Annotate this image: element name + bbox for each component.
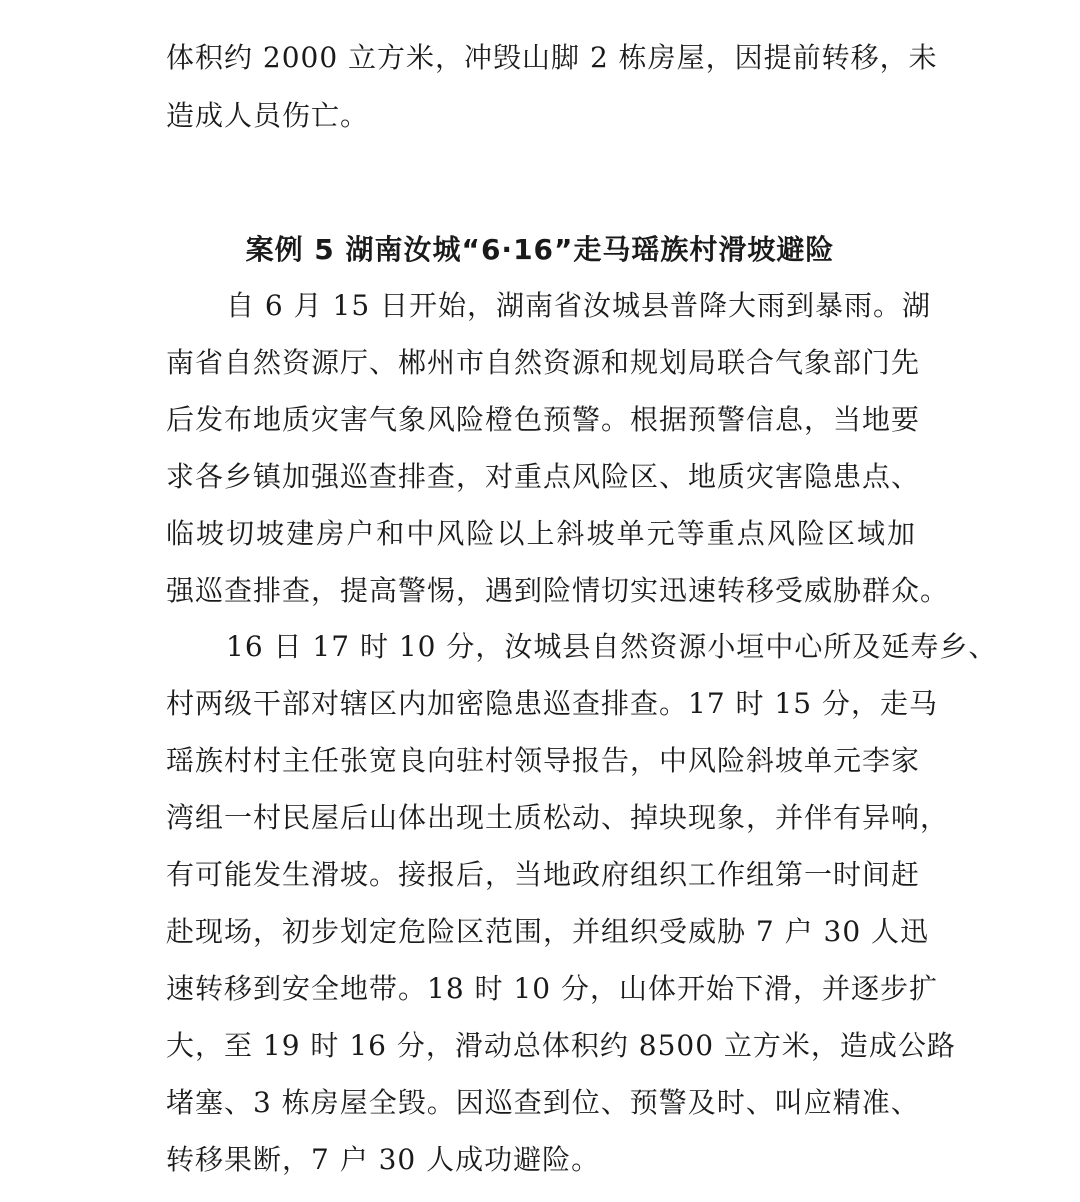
text-line: 赴现场，初步划定危险区范围，并组织受威胁 7 户 30 人迅 [166,915,930,948]
text-line: 转移果断，7 户 30 人成功避险。 [166,1143,601,1176]
text-line: 后发布地质灾害气象风险橙色预警。根据预警信息，当地要 [166,403,921,436]
text-line: 瑶族村村主任张宽良向驻村领导报告，中风险斜坡单元李家 [166,744,921,777]
text-line: 南省自然资源厅、郴州市自然资源和规划局联合气象部门先 [166,346,921,379]
text-line: 强巡查排查，提高警惕，遇到险情切实迅速转移受威胁群众。 [166,574,950,607]
text-line: 堵塞、3 栋房屋全毁。因巡查到位、预警及时、叫应精准、 [166,1086,920,1119]
text-line: 村两级干部对辖区内加密隐患巡查排查。17 时 15 分，走马 [166,687,938,720]
text-line: 大，至 19 时 16 分，滑动总体积约 8500 立方米，造成公路 [166,1029,956,1062]
text-line: 湾组一村民屋后山体出现土质松动、掉块现象，并伴有异响， [166,801,950,834]
text-line: 有可能发生滑坡。接报后，当地政府组织工作组第一时间赶 [166,858,921,891]
text-line: 体积约 2000 立方米，冲毁山脚 2 栋房屋，因提前转移，未 [166,41,938,74]
text-line: 临坡切坡建房户和中风险以上斜坡单元等重点风险区域加 [166,517,916,550]
case-heading: 案例 5 湖南汝城“6·16”走马瑶族村滑坡避险 [245,233,835,266]
text-line: 速转移到安全地带。18 时 10 分，山体开始下滑，并逐步扩 [166,972,938,1005]
text-line: 造成人员伤亡。 [166,99,370,132]
text-line: 自 6 月 15 日开始，湖南省汝城县普降大雨到暴雨。湖 [226,289,932,322]
text-line: 求各乡镇加强巡查排查，对重点风险区、地质灾害隐患点、 [166,460,921,493]
text-line: 16 日 17 时 10 分，汝城县自然资源小垣中心所及延寿乡、 [226,630,998,663]
